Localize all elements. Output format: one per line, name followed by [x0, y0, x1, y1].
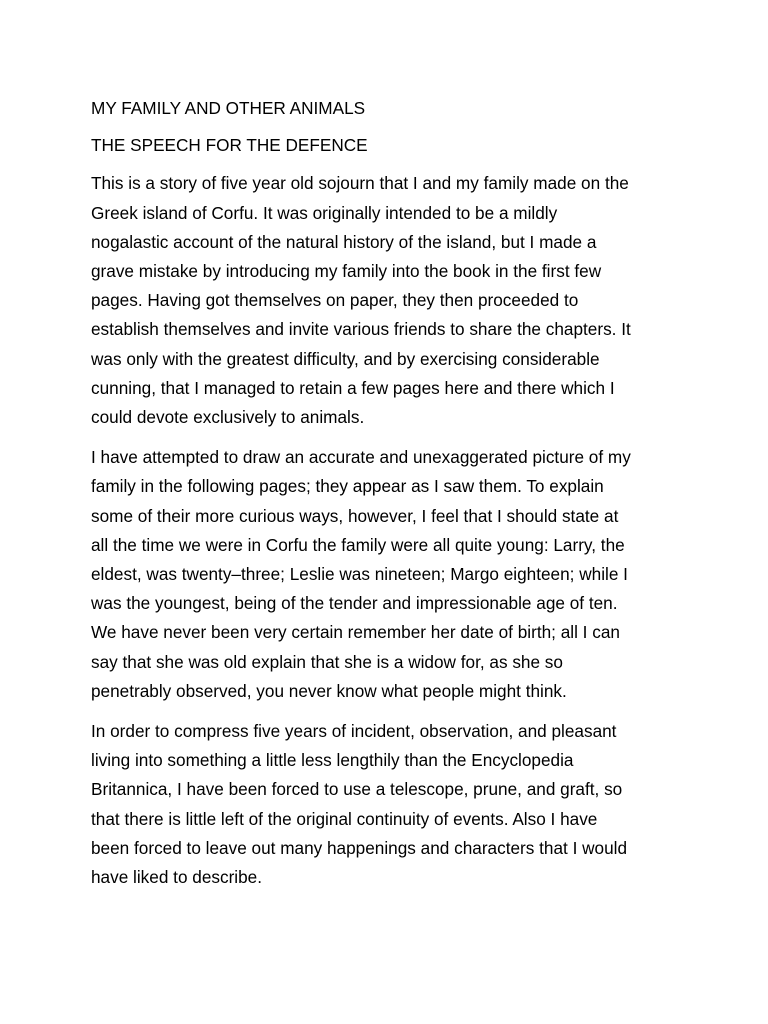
section-heading: THE SPEECH FOR THE DEFENCE: [91, 135, 368, 156]
document-body: [91, 94, 681, 903]
text-line: nogalastic account of the natural history of the island, but I made a: [91, 231, 597, 252]
text-line: eldest, was twenty–three; Leslie was nineteen; Margo eighteen; while I: [91, 564, 628, 585]
text-line: This is a story of five year old sojourn that I and my family made on the: [91, 173, 629, 194]
text-line: establish themselves and invite various friends to share the chapters. It: [91, 319, 631, 340]
text-line: was only with the greatest difficulty, and by exercising considerable: [91, 348, 600, 369]
text-line: penetrably observed, you never know what people might think.: [91, 680, 567, 701]
text-line: pages. Having got themselves on paper, they then proceeded to: [91, 290, 579, 311]
text-line: been forced to leave out many happenings and characters that I would: [91, 837, 628, 858]
text-line: family in the following pages; they appear as I saw them. To explain: [91, 476, 604, 497]
text-line: In order to compress five years of incident, observation, and pleasant: [91, 721, 617, 742]
text-line: Greek island of Corfu. It was originally intended to be a mildly: [91, 202, 558, 223]
paragraph-1: [91, 169, 681, 432]
text-line: grave mistake by introducing my family into the book in the first few: [91, 261, 602, 282]
text-line: was the youngest, being of the tender and impressionable age of ten.: [91, 593, 618, 614]
text-line: living into something a little less lengthily than the Encyclopedia: [91, 750, 574, 771]
text-line: Britannica, I have been forced to use a telescope, prune, and graft, so: [91, 779, 623, 800]
text-line: say that she was old explain that she is a widow for, as she so: [91, 651, 563, 672]
text-line: some of their more curious ways, however, I feel that I should state at: [91, 505, 619, 526]
paragraph-3: [91, 717, 681, 892]
text-line: cunning, that I managed to retain a few pages here and there which I: [91, 377, 615, 398]
text-line: I have attempted to draw an accurate and unexaggerated picture of my: [91, 447, 631, 468]
text-line: We have never been very certain remember her date of birth; all I can: [91, 622, 620, 643]
text-line: have liked to describe.: [91, 867, 263, 888]
text-line: that there is little left of the original continuity of events. Also I have: [91, 808, 598, 829]
paragraph-2: [91, 443, 681, 706]
book-title: MY FAMILY AND OTHER ANIMALS: [91, 98, 366, 118]
text-line: all the time we were in Corfu the family were all quite young: Larry, the: [91, 534, 625, 555]
text-line: could devote exclusively to animals.: [91, 407, 365, 428]
